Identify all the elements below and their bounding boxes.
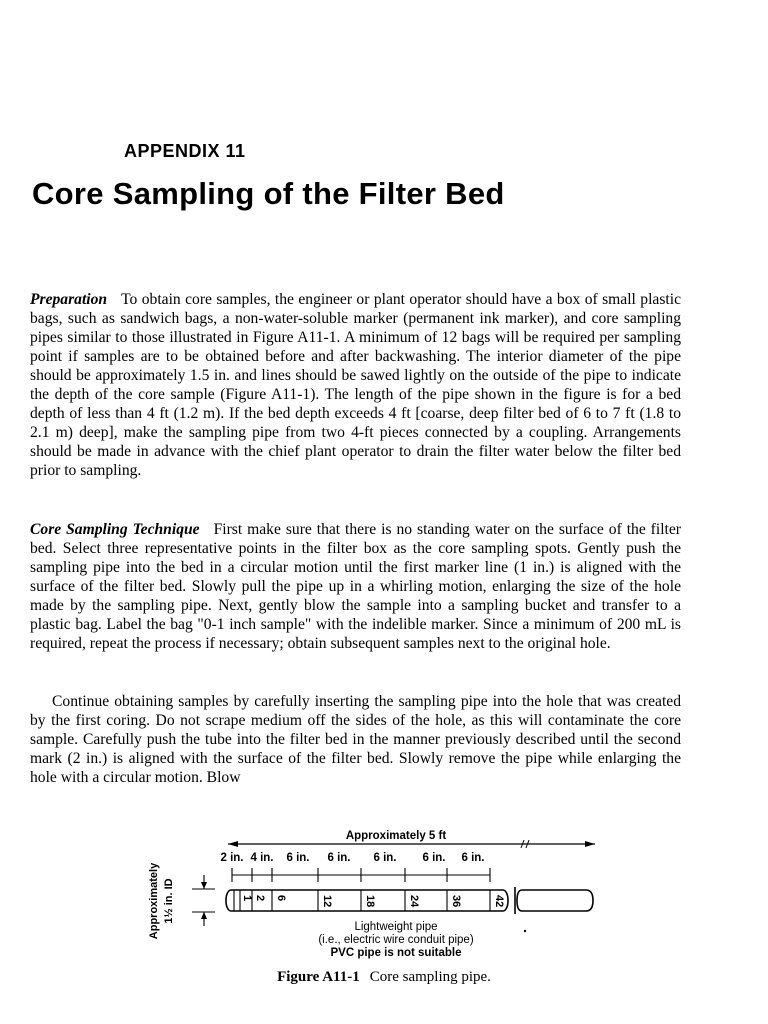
preparation-text: To obtain core samples, the engineer or plant operator should have a box of small plastic bags, such as sandwich bags, a non-water-soluble marker (permanent ink marker), and core sampling pipes similar to those illustrated in Figure A11-1. A minimum of 12 bags will be required per sampling point if samples are to be obtained before and after backwashing. The interior diameter of the pipe should be approximately 1.5 in. and lines should be sawed lightly on the outside of the pipe to indicate the depth of the core sample (Figure A11-1). The length of the pipe shown in the figure is for a bed depth of less than 4 ft (1.2 m). If the bed depth exceeds 4 ft [coarse, deep filter bed of 6 to 7 ft (1.8 to 2.1 m) deep], make the sampling pipe from two 4-ft pieces connected by a coupling. Arrangements should be made in advance with the chief plant operator to drain the filter water below the filter bed prior to sampling. xyxy=(30,291,681,479)
interval-label: 6 in. xyxy=(373,852,397,864)
interval-dimension-line xyxy=(232,868,490,882)
pipe-mark-label: 12 xyxy=(321,895,333,908)
figure-caption xyxy=(0,969,768,986)
continue-text: Continue obtaining samples by carefully inserting the sampling pipe into the hole that was created by the first coring. Do not scrape medium off the sides of the hole, as this will contaminate the core sample. Carefully push the tube into the filter bed in the manner previously described until the second mark (2 in.) is aligned with the surface of the filter bed. Slowly remove the pipe while enlarging the hole with a circular motion. Blow xyxy=(30,693,681,786)
continue-paragraph xyxy=(30,692,681,787)
length-arrow-left xyxy=(228,841,238,847)
pipe-mark-label: 18 xyxy=(364,895,376,908)
chapter-title: Core Sampling of the Filter Bed xyxy=(32,176,505,211)
interval-label: 6 in. xyxy=(422,852,446,864)
pipe-mark-label: 6 xyxy=(275,895,287,902)
interval-label: 6 in. xyxy=(286,852,310,864)
pipe-mark-label: 24 xyxy=(408,895,420,908)
pipe-diagram xyxy=(140,823,610,968)
pipe-note-line3: PVC pipe is not suitable xyxy=(330,947,462,959)
appendix-label: APPENDIX 11 xyxy=(124,141,246,161)
preparation-paragraph xyxy=(30,290,681,480)
diameter-label-line2: 1½ in. ID xyxy=(163,878,175,924)
technique-text: First make sure that there is no standing water on the surface of the filter bed. Select three representative points in the filter box as the core sampling spots. Gently push the sampling pipe into the bed in a circular motion until the first marker line (1 in.) is aligned with the surface of the filter bed. Slowly pull the pipe up in a whirling motion, enlarging the size of the hole made by the sampling pipe. Next, gently blow the sample into a sampling bucket and transfer to a plastic bag. Label the bag "0-1 inch sample" with the indelible marker. Since a minimum of 200 mL is required, repeat the process if necessary; obtain subsequent samples next to the original hole. xyxy=(30,521,681,652)
pipe-extension xyxy=(517,890,593,911)
pipe-mark-label: 42 xyxy=(493,895,505,908)
speck xyxy=(524,930,526,932)
length-arrow-right xyxy=(585,841,595,847)
core-sampling-pipe-figure xyxy=(140,823,610,968)
preparation-heading: Preparation xyxy=(30,291,108,308)
interval-label: 6 in. xyxy=(461,852,485,864)
interval-label: 4 in. xyxy=(250,852,274,864)
figure-caption-text: Core sampling pipe. xyxy=(369,969,491,985)
technique-paragraph xyxy=(30,520,681,653)
pipe-mark-label: 2 xyxy=(254,895,266,902)
figure-caption-label: Figure A11-1 xyxy=(277,969,360,985)
interval-label: 6 in. xyxy=(327,852,351,864)
interval-label: 2 in. xyxy=(220,852,244,864)
length-label: Approximately 5 ft xyxy=(345,830,447,842)
pipe-note-line1: Lightweight pipe xyxy=(354,921,438,933)
diameter-label-line1: Approximately xyxy=(148,862,160,940)
technique-heading: Core Sampling Technique xyxy=(30,521,200,538)
pipe-mark-label: 36 xyxy=(450,895,462,908)
pipe-mark-label: 1 xyxy=(241,895,253,902)
pipe-note-line2: (i.e., electric wire conduit pipe) xyxy=(318,934,474,946)
